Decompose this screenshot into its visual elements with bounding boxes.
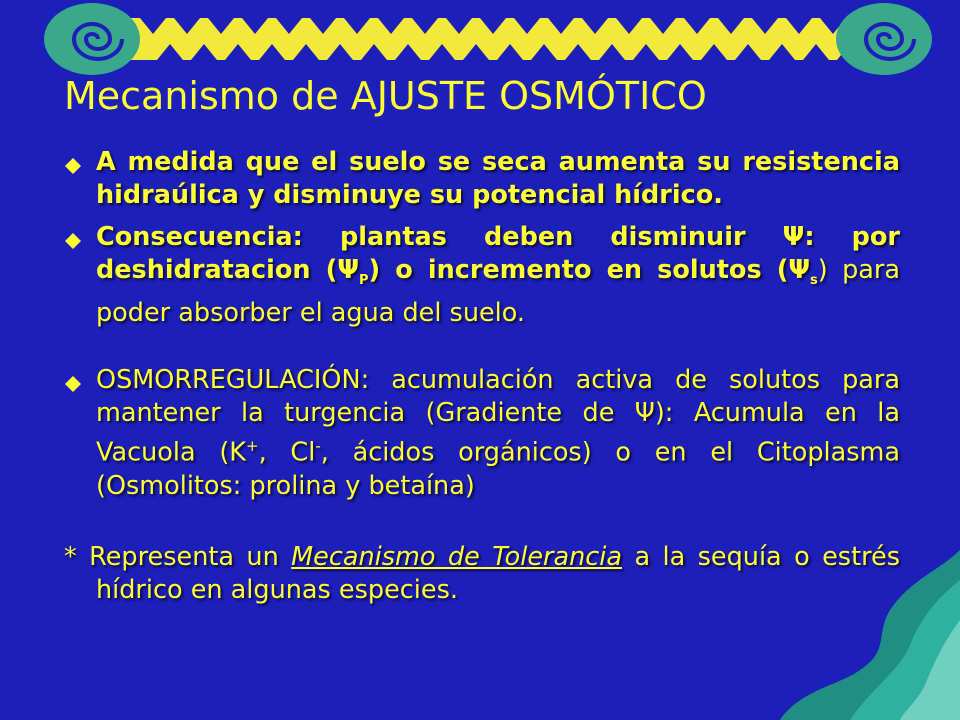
bullet-text: , ácidos orgánicos) o en el Citoplasma (Osmolitos: prolina y betaína) — [96, 437, 900, 501]
bullet-text: , Cl — [258, 437, 316, 468]
bullet-text: OSMORREGULACIÓN: acumulación activa de solutos para mantener la turgencia (Gradiente de Ψ): Acumula en la Vacuola (K — [96, 365, 900, 468]
subscript: s — [810, 273, 818, 289]
tolerance-link[interactable]: Mecanismo de Tolerancia — [291, 541, 623, 572]
bullet-text: A medida que el suelo se seca aumenta su resistencia hidraúlica y disminuye su potencial hídrico. — [96, 147, 900, 210]
content-body — [64, 146, 900, 607]
note-paragraph — [64, 541, 900, 607]
bullet-text: ) o incremento en solutos (Ψ — [368, 255, 811, 285]
bullet-text: ) para poder absorber el agua del suelo. — [96, 255, 900, 329]
diamond-bullet-icon — [64, 232, 82, 250]
decorative-banner — [0, 0, 960, 80]
subscript: P — [359, 273, 369, 289]
superscript: + — [246, 437, 259, 456]
diamond-bullet-icon — [64, 157, 82, 175]
superscript: - — [315, 437, 321, 456]
bullet-text: Consecuencia: plantas deben disminuir Ψ: por deshidratacion (Ψ — [96, 222, 900, 285]
swirl-icon — [836, 3, 932, 75]
bullet-item — [64, 146, 900, 212]
note-suffix: a la sequía o estrés hídrico en algunas especies. — [96, 541, 900, 605]
swirl-icon — [44, 3, 140, 75]
bullet-item — [64, 364, 900, 503]
diamond-bullet-icon — [64, 375, 82, 393]
page-title: Mecanismo de AJUSTE OSMÓTICO — [64, 74, 707, 118]
note-prefix: * Representa un — [64, 541, 292, 572]
bullet-item — [64, 221, 900, 330]
